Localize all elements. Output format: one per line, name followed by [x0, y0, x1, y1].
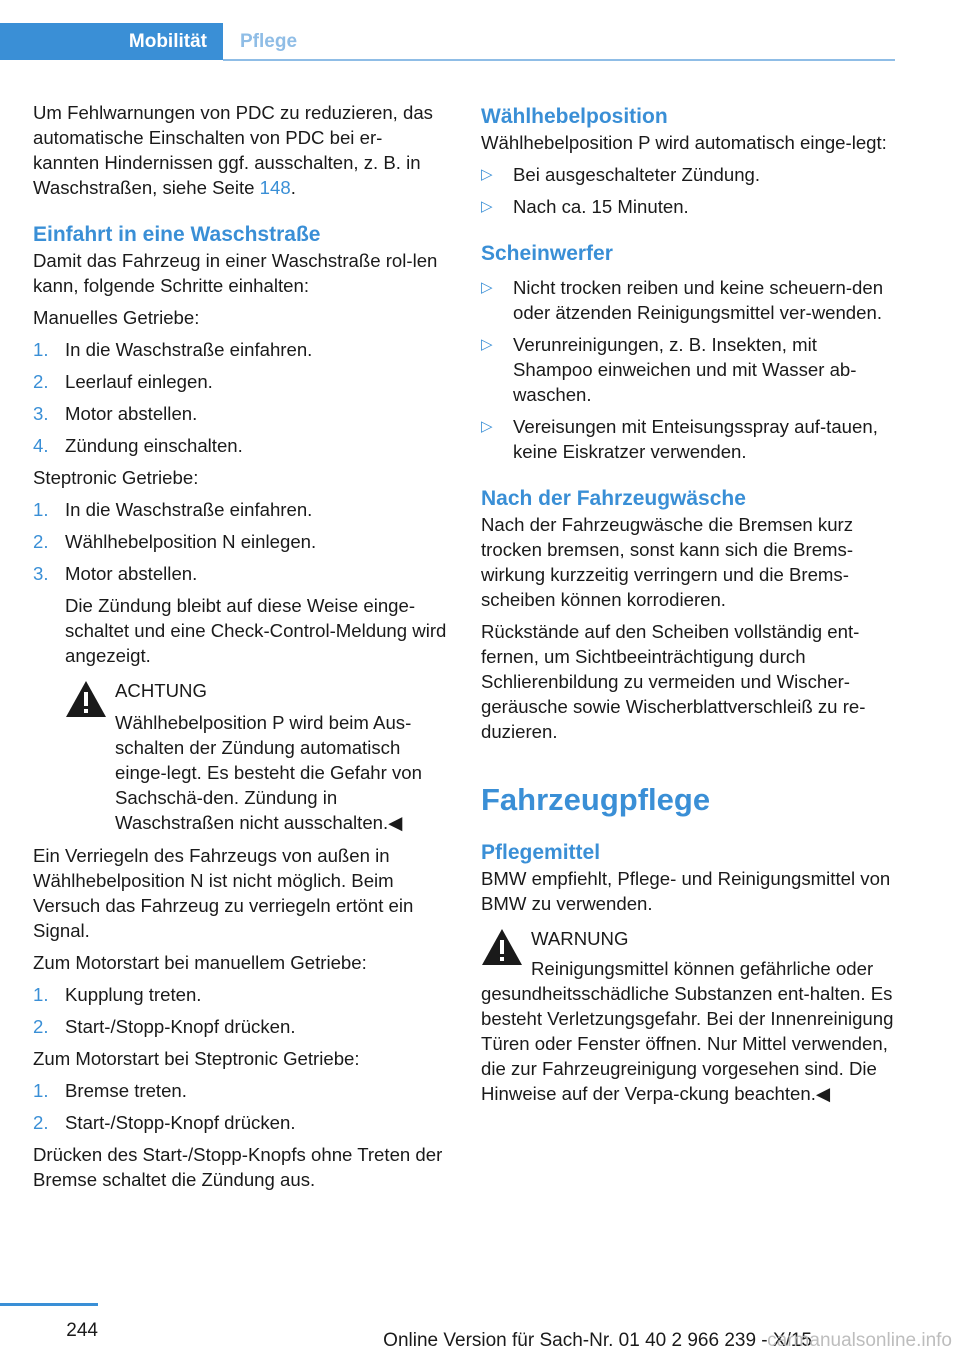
- heading-fahrzeugpflege: Fahrzeugpflege: [481, 782, 711, 817]
- step-number: 2.: [33, 531, 49, 552]
- heading-waschstrasse: Einfahrt in eine Waschstraße: [33, 223, 321, 246]
- step-text: In die Waschstraße einfahren.: [65, 339, 313, 360]
- chapter-tabs: [0, 0, 895, 62]
- step-text: Kupplung treten.: [65, 984, 202, 1005]
- step-text: Zündung einschalten.: [65, 435, 243, 456]
- page-number: 244: [66, 1320, 98, 1341]
- tab-pflege[interactable]: Pflege: [240, 31, 298, 52]
- left-column: [33, 100, 448, 1199]
- bullet-triangle-icon: ▷: [481, 418, 493, 435]
- list-item: [33, 529, 448, 554]
- step-text: Leerlauf einlegen.: [65, 371, 213, 392]
- step-text: Start-/Stopp-Knopf drücken.: [65, 1016, 296, 1037]
- bullet-triangle-icon: ▷: [481, 198, 493, 215]
- step-text: Start-/Stopp-Knopf drücken.: [65, 1112, 296, 1133]
- list-item: [481, 414, 896, 464]
- warning-label: ACHTUNG: [115, 680, 207, 701]
- step-text: In die Waschstraße einfahren.: [65, 499, 313, 520]
- step-text: Motor abstellen.: [65, 403, 198, 424]
- intro-paragraph: [33, 100, 448, 200]
- step-number: 3.: [33, 563, 49, 584]
- paragraph: Ein Verriegeln des Fahrzeugs von außen in Wählhebelposition N ist nicht möglich. Beim Versuch das Fahrzeug zu verriegeln ertönt ein Signal.: [33, 845, 414, 941]
- bullet-triangle-icon: ▷: [481, 279, 493, 296]
- warning-triangle-icon: [481, 928, 523, 966]
- list-item: [481, 194, 896, 219]
- warning-triangle-icon: [65, 680, 107, 718]
- watermark-logo: carmanualsonline.info: [767, 1330, 952, 1351]
- intro-end: .: [290, 177, 296, 198]
- step-number: 4.: [33, 435, 49, 456]
- step-number: 2.: [33, 1112, 49, 1133]
- tab-underline: [223, 59, 895, 61]
- step-number: 2.: [33, 371, 49, 392]
- warning-text: Reinigungsmittel können gefährliche oder gesundheitsschädliche Substanzen ent‐halten. Es besteht Verletzungsgefahr. Bei der Innenreinigung Türen oder Fenster öffnen. Nur Mittel verwenden, die zur Fahrzeugreinigung vorgesehen sind. Die Hinweise auf der Verpa‐ckung beachten.◀: [481, 958, 894, 1104]
- bullet-text: Vereisungen mit Enteisungsspray auf‐tauen, keine Eiskratzer verwenden.: [513, 416, 878, 462]
- step-number: 1.: [33, 339, 49, 360]
- heading-pflegemittel: Pflegemittel: [481, 841, 601, 864]
- step-note: Die Zündung bleibt auf diese Weise einge‐schaltet und eine Check-Control-Meldung wird angezeigt.: [65, 595, 447, 666]
- paragraph: Manuelles Getriebe:: [33, 307, 200, 328]
- bullet-triangle-icon: ▷: [481, 336, 493, 353]
- intro-text: Um Fehlwarnungen von PDC zu reduzieren, das automatische Einschalten von PDC bei er‐kannten Hindernissen ggf. ausschalten, z. B. in Waschstraßen, siehe Seite: [33, 102, 433, 198]
- footer-rule: [0, 1303, 98, 1306]
- bullet-text: Bei ausgeschalteter Zündung.: [513, 164, 761, 185]
- warning-label: WARNUNG: [531, 928, 629, 949]
- list-item: [33, 401, 448, 426]
- warning-achtung: [65, 678, 448, 835]
- steps-steptronic: [33, 497, 448, 835]
- steps-manual: [33, 337, 448, 458]
- bullets-scheinwerfer: [481, 275, 896, 464]
- bullet-triangle-icon: ▷: [481, 166, 493, 183]
- bullets-waehlhebel: [481, 162, 896, 219]
- list-item: [481, 275, 896, 325]
- paragraph: Damit das Fahrzeug in einer Waschstraße rol‐len kann, folgende Schritte einhalten:: [33, 250, 438, 296]
- online-version-text: Online Version für Sach-Nr. 01 40 2 966 239 - X/15: [383, 1330, 812, 1351]
- paragraph: Rückstände auf den Scheiben vollständig ent‐fernen, um Sichtbeeinträchtigung durch Schlierenbildung zu vermeiden und Wischer‐geräusche sowie Wischerblattverschleiß zu re‐duzieren.: [481, 621, 866, 742]
- warning-text: Wählhebelposition P wird beim Aus‐schalten der Zündung automatisch einge‐legt. Es besteht die Gefahr von Sachschä‐den. Zündung in Waschstraßen nicht ausschalten.◀: [115, 712, 422, 833]
- list-item: [33, 1110, 448, 1135]
- step-text: Wählhebelposition N einlegen.: [65, 531, 317, 552]
- paragraph: Drücken des Start-/Stopp-Knopfs ohne Treten der Bremse schaltet die Zündung aus.: [33, 1144, 443, 1190]
- steps-start-steptronic: [33, 1078, 448, 1135]
- list-item: [481, 162, 896, 187]
- paragraph: Steptronic Getriebe:: [33, 467, 199, 488]
- step-number: 3.: [33, 403, 49, 424]
- tab-mobilitaet[interactable]: Mobilität: [0, 23, 223, 60]
- page-link[interactable]: 148: [259, 177, 291, 198]
- steps-start-manual: [33, 982, 448, 1039]
- list-item: [33, 1014, 448, 1039]
- step-number: 1.: [33, 984, 49, 1005]
- paragraph: Zum Motorstart bei manuellem Getriebe:: [33, 952, 367, 973]
- paragraph: Nach der Fahrzeugwäsche die Bremsen kurz trocken bremsen, sonst kann sich die Brems‐wirkung kurzzeitig verringern und die Brems‐scheiben können korrodieren.: [481, 514, 854, 610]
- heading-nach-fahrzeugwaesche: Nach der Fahrzeugwäsche: [481, 487, 746, 510]
- list-item: [33, 982, 448, 1007]
- step-text: Bremse treten.: [65, 1080, 187, 1101]
- bullet-text: Nach ca. 15 Minuten.: [513, 196, 689, 217]
- list-item: [481, 332, 896, 407]
- right-column: [481, 100, 896, 1114]
- list-item: [33, 1078, 448, 1103]
- step-number: 1.: [33, 499, 49, 520]
- bullet-text: Nicht trocken reiben und keine scheuern‐den oder ätzenden Reinigungsmittel ver‐wenden.: [513, 277, 884, 323]
- paragraph: BMW empfiehlt, Pflege- und Reinigungsmittel von BMW zu verwenden.: [481, 868, 891, 914]
- paragraph: Wählhebelposition P wird automatisch einge‐legt:: [481, 132, 887, 153]
- heading-scheinwerfer: Scheinwerfer: [481, 242, 613, 265]
- step-text: Motor abstellen.: [65, 563, 198, 584]
- list-item: [33, 369, 448, 394]
- list-item: [33, 561, 448, 835]
- step-number: 1.: [33, 1080, 49, 1101]
- list-item: [33, 497, 448, 522]
- warning-warnung: [481, 926, 896, 1106]
- list-item: [33, 337, 448, 362]
- step-number: 2.: [33, 1016, 49, 1037]
- paragraph: Zum Motorstart bei Steptronic Getriebe:: [33, 1048, 360, 1069]
- list-item: [33, 433, 448, 458]
- heading-waehlhebel: Wählhebelposition: [481, 105, 668, 128]
- bullet-text: Verunreinigungen, z. B. Insekten, mit Shampoo einweichen und mit Wasser ab‐waschen.: [513, 334, 857, 405]
